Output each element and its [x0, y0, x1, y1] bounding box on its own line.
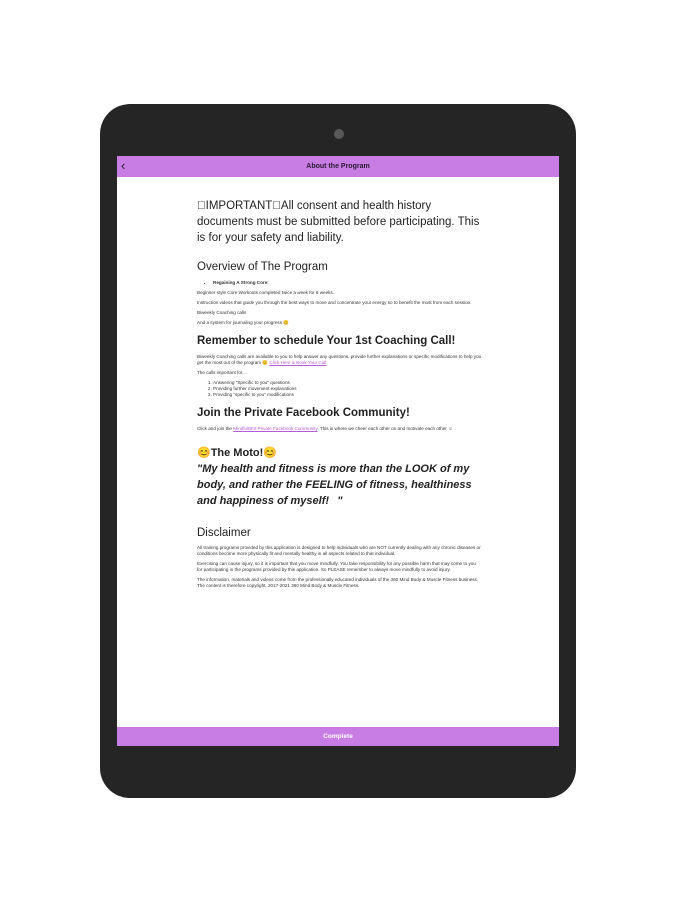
complete-button[interactable]: Complete — [117, 727, 559, 746]
community-heading: Join the Private Facebook Community! — [197, 407, 410, 419]
overview-list — [197, 280, 482, 286]
important-notice:  IMPORTANT All consent and health history documents must be submitted before participating. This is for your safety and liability. — [197, 200, 480, 244]
moto-quote: "My health and fitness is more than the LOOK of my body, and rather the FEELING of fitness, healthiness and happiness of myself! " — [197, 463, 472, 507]
overview-paragraph: Beginner style Core Workouts completed twice a week for 6 weeks. — [197, 290, 335, 295]
overview-heading: Overview of The Program — [197, 261, 328, 273]
list-item: 2. Providing further movement explanations — [213, 386, 482, 392]
program-content — [197, 198, 482, 593]
list-item: • Regaining A Strong Core: — [213, 280, 482, 286]
coaching-heading: Remember to schedule Your 1st Coaching Call! — [197, 335, 456, 347]
overview-paragraph: Instruction videos that guide you through the best ways to move and concentrate your energy so to benefit the most from each session. — [197, 300, 472, 305]
top-bar — [117, 156, 559, 177]
disclaimer-heading: Disclaimer — [197, 527, 251, 539]
overview-paragraph: And a system for journaling your progress 😊 — [197, 320, 290, 325]
disclaimer-paragraph: All training programs provided by this application is designed to help individuals who are NOT currently dealing with any chronic diseases or conditions become more physically fit and mentally healthy in all aspects related to that individual. — [197, 545, 481, 556]
page-title: About the Program — [306, 163, 370, 170]
overview-paragraph: Biweekly Coaching calls — [197, 310, 247, 315]
chevron-left-icon[interactable]: ‹ — [121, 158, 126, 173]
coaching-list — [197, 380, 482, 398]
camera-icon — [334, 129, 344, 139]
book-call-link[interactable]: Click Here & Book Your Call — [269, 360, 327, 365]
coaching-paragraph: The calls important for... — [197, 370, 247, 375]
coaching-paragraph: Biweekly Coaching calls are available to you to help answer any questions, provide further explanations or specific modifications to help you get the most out of the program 😊 Click Here & Book Your Call — [197, 354, 482, 365]
list-item: 1. Answering "Specific to you" questions — [213, 380, 482, 386]
moto-heading: 😊The Moto!😊 — [197, 447, 277, 459]
disclaimer-paragraph: Exercising can cause injury, so it is important that you move mindfully. You take responsibility for any possible harm that may come to you for participating in the programs provided by this application. So PLEASE remember to always move mindfully to avoid injury. — [197, 561, 476, 572]
community-paragraph: Click and join the MindfulBFit Private Facebook Community. This is where we cheer each other on and motivate each other ☺ — [197, 426, 453, 431]
list-item: 3. Providing "specific to you" modifications — [213, 392, 482, 398]
app-screen — [117, 156, 559, 746]
facebook-community-link[interactable]: MindfulBFit Private Facebook Community — [233, 426, 318, 431]
disclaimer-paragraph: The information, materials and videos come from the professionally educated individuals of the 360 Mind Body & Muscle Fitness business. The content is therefore copyright, 2017-2021 360 Mind Body & Muscle Fitness. — [197, 577, 479, 588]
